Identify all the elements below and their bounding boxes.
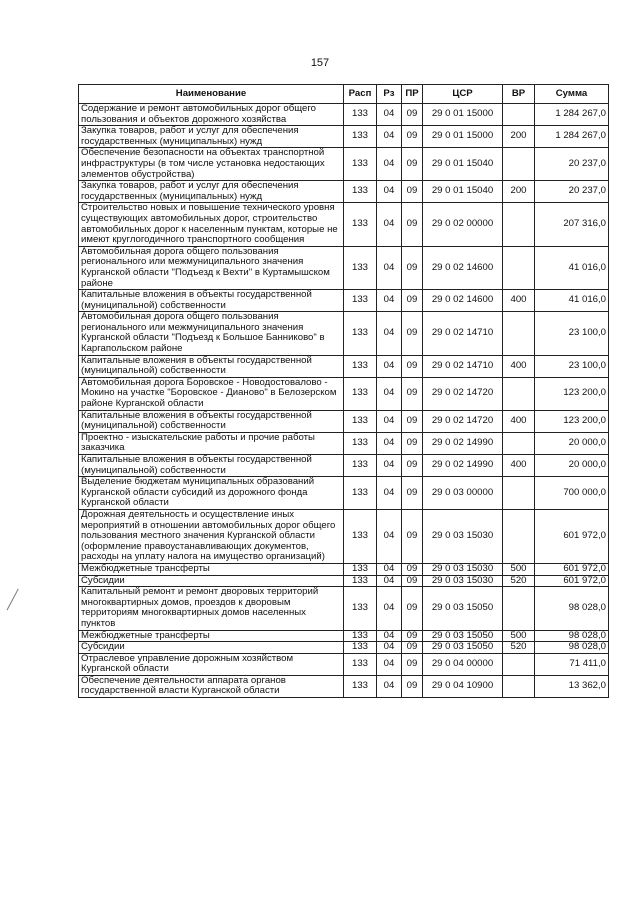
cell-rz: 04 xyxy=(377,410,402,432)
budget-table xyxy=(78,84,609,698)
cell-vr: 500 xyxy=(503,563,535,575)
cell-rasp: 133 xyxy=(344,355,377,377)
cell-rz: 04 xyxy=(377,377,402,410)
cell-rasp: 133 xyxy=(344,575,377,587)
cell-rasp: 133 xyxy=(344,587,377,630)
cell-rz: 04 xyxy=(377,181,402,203)
cell-csr: 29 0 02 14990 xyxy=(423,432,503,454)
cell-rz: 04 xyxy=(377,246,402,289)
cell-sum: 98 028,0 xyxy=(535,630,609,642)
table-row xyxy=(79,575,609,587)
table-row xyxy=(79,126,609,148)
cell-name: Выделение бюджетам муниципальных образований Курганской области субсидий из дорожного фонда Курганской области xyxy=(79,477,344,510)
cell-csr: 29 0 03 15050 xyxy=(423,630,503,642)
cell-rasp: 133 xyxy=(344,312,377,355)
table-row xyxy=(79,312,609,355)
cell-sum: 601 972,0 xyxy=(535,563,609,575)
cell-sum: 41 016,0 xyxy=(535,246,609,289)
cell-pr: 09 xyxy=(402,355,423,377)
table-row xyxy=(79,587,609,630)
cell-csr: 29 0 03 15030 xyxy=(423,563,503,575)
cell-csr: 29 0 03 15050 xyxy=(423,642,503,654)
cell-sum: 20 000,0 xyxy=(535,432,609,454)
cell-sum: 700 000,0 xyxy=(535,477,609,510)
cell-vr: 400 xyxy=(503,410,535,432)
cell-sum: 1 284 267,0 xyxy=(535,126,609,148)
cell-vr xyxy=(503,432,535,454)
cell-name: Межбюджетные трансферты xyxy=(79,563,344,575)
cell-vr xyxy=(503,148,535,181)
cell-vr: 400 xyxy=(503,355,535,377)
cell-vr xyxy=(503,312,535,355)
cell-csr: 29 0 01 15040 xyxy=(423,148,503,181)
header-rasp: Расп xyxy=(344,85,377,104)
cell-rz: 04 xyxy=(377,290,402,312)
cell-rasp: 133 xyxy=(344,104,377,126)
cell-sum: 601 972,0 xyxy=(535,575,609,587)
cell-vr: 400 xyxy=(503,290,535,312)
cell-vr: 500 xyxy=(503,630,535,642)
cell-csr: 29 0 02 14600 xyxy=(423,290,503,312)
cell-vr xyxy=(503,653,535,675)
cell-sum: 71 411,0 xyxy=(535,653,609,675)
cell-rasp: 133 xyxy=(344,630,377,642)
cell-pr: 09 xyxy=(402,126,423,148)
table-row xyxy=(79,675,609,697)
cell-name: Автомобильная дорога Боровское - Новодостовалово - Мокино на участке "Боровское - Дианово" в Белозерском районе Курганской области xyxy=(79,377,344,410)
cell-pr: 09 xyxy=(402,377,423,410)
cell-name: Дорожная деятельность и осуществление иных мероприятий в отношении автомобильных дорог общего пользования местного значения Курганской области (оформление правоустанавливающих документов, расходы на уплату налога на имущество организаций) xyxy=(79,509,344,563)
cell-rasp: 133 xyxy=(344,126,377,148)
cell-pr: 09 xyxy=(402,104,423,126)
cell-sum: 601 972,0 xyxy=(535,509,609,563)
cell-sum: 20 000,0 xyxy=(535,455,609,477)
cell-name: Субсидии xyxy=(79,642,344,654)
cell-rasp: 133 xyxy=(344,509,377,563)
cell-rz: 04 xyxy=(377,432,402,454)
cell-pr: 09 xyxy=(402,575,423,587)
cell-pr: 09 xyxy=(402,290,423,312)
cell-rz: 04 xyxy=(377,630,402,642)
cell-pr: 09 xyxy=(402,148,423,181)
cell-sum: 13 362,0 xyxy=(535,675,609,697)
cell-pr: 09 xyxy=(402,203,423,246)
cell-sum: 23 100,0 xyxy=(535,312,609,355)
cell-name: Строительство новых и повышение технического уровня существующих автомобильных дорог, строительство автомобильных дорог к населенным пунктам, которые не имеют круглогодичного транспортного сообщения xyxy=(79,203,344,246)
table-row xyxy=(79,377,609,410)
table-row xyxy=(79,630,609,642)
cell-csr: 29 0 02 00000 xyxy=(423,203,503,246)
cell-pr: 09 xyxy=(402,630,423,642)
cell-name: Капитальные вложения в объекты государственной (муниципальной) собственности xyxy=(79,290,344,312)
page-number: 157 xyxy=(310,57,330,69)
cell-csr: 29 0 02 14990 xyxy=(423,455,503,477)
cell-name: Капитальные вложения в объекты государственной (муниципальной) собственности xyxy=(79,455,344,477)
cell-rz: 04 xyxy=(377,563,402,575)
cell-pr: 09 xyxy=(402,642,423,654)
cell-vr xyxy=(503,203,535,246)
cell-sum: 20 237,0 xyxy=(535,181,609,203)
cell-csr: 29 0 01 15000 xyxy=(423,126,503,148)
cell-pr: 09 xyxy=(402,455,423,477)
table-row xyxy=(79,203,609,246)
cell-name: Субсидии xyxy=(79,575,344,587)
cell-rasp: 133 xyxy=(344,290,377,312)
cell-csr: 29 0 04 10900 xyxy=(423,675,503,697)
cell-name: Содержание и ремонт автомобильных дорог общего пользования и объектов дорожного хозяйства xyxy=(79,104,344,126)
cell-vr xyxy=(503,587,535,630)
cell-pr: 09 xyxy=(402,563,423,575)
cell-name: Закупка товаров, работ и услуг для обеспечения государственных (муниципальных) нужд xyxy=(79,181,344,203)
cell-vr xyxy=(503,246,535,289)
header-rz: Рз xyxy=(377,85,402,104)
table-row xyxy=(79,455,609,477)
margin-mark xyxy=(7,589,21,612)
cell-name: Отраслевое управление дорожным хозяйством Курганской области xyxy=(79,653,344,675)
cell-pr: 09 xyxy=(402,432,423,454)
table-row xyxy=(79,410,609,432)
cell-csr: 29 0 01 15000 xyxy=(423,104,503,126)
cell-rasp: 133 xyxy=(344,653,377,675)
table-header-row xyxy=(79,85,609,104)
table-body xyxy=(79,104,609,698)
cell-rz: 04 xyxy=(377,455,402,477)
cell-csr: 29 0 02 14600 xyxy=(423,246,503,289)
cell-pr: 09 xyxy=(402,312,423,355)
table-row xyxy=(79,290,609,312)
table-row xyxy=(79,181,609,203)
table-row xyxy=(79,104,609,126)
cell-vr: 520 xyxy=(503,642,535,654)
cell-csr: 29 0 03 15030 xyxy=(423,509,503,563)
cell-rasp: 133 xyxy=(344,642,377,654)
cell-rasp: 133 xyxy=(344,432,377,454)
cell-pr: 09 xyxy=(402,181,423,203)
header-vr: ВР xyxy=(503,85,535,104)
cell-rasp: 133 xyxy=(344,410,377,432)
cell-sum: 123 200,0 xyxy=(535,410,609,432)
cell-rasp: 133 xyxy=(344,455,377,477)
cell-pr: 09 xyxy=(402,410,423,432)
cell-pr: 09 xyxy=(402,477,423,510)
cell-vr xyxy=(503,104,535,126)
cell-name: Межбюджетные трансферты xyxy=(79,630,344,642)
cell-name: Капитальный ремонт и ремонт дворовых территорий многоквартирных домов, проездов к дворовым территориям многоквартирных домов населенных пунктов xyxy=(79,587,344,630)
cell-name: Автомобильная дорога общего пользования регионального или межмуниципального значения Курганской области "Подъезд к Вехти" в Куртамышском районе xyxy=(79,246,344,289)
cell-rz: 04 xyxy=(377,104,402,126)
cell-csr: 29 0 02 14720 xyxy=(423,377,503,410)
table-row xyxy=(79,355,609,377)
table-row xyxy=(79,642,609,654)
cell-sum: 20 237,0 xyxy=(535,148,609,181)
cell-rasp: 133 xyxy=(344,377,377,410)
cell-name: Обеспечение деятельности аппарата органов государственной власти Курганской области xyxy=(79,675,344,697)
table-row xyxy=(79,563,609,575)
cell-rasp: 133 xyxy=(344,477,377,510)
cell-pr: 09 xyxy=(402,509,423,563)
cell-vr: 520 xyxy=(503,575,535,587)
cell-sum: 98 028,0 xyxy=(535,587,609,630)
cell-csr: 29 0 02 14720 xyxy=(423,410,503,432)
cell-rasp: 133 xyxy=(344,246,377,289)
cell-pr: 09 xyxy=(402,246,423,289)
cell-vr: 200 xyxy=(503,181,535,203)
table-row xyxy=(79,477,609,510)
cell-pr: 09 xyxy=(402,587,423,630)
table-row xyxy=(79,653,609,675)
cell-rasp: 133 xyxy=(344,675,377,697)
table-row xyxy=(79,246,609,289)
cell-rasp: 133 xyxy=(344,148,377,181)
cell-vr: 200 xyxy=(503,126,535,148)
cell-sum: 41 016,0 xyxy=(535,290,609,312)
cell-vr xyxy=(503,509,535,563)
cell-vr xyxy=(503,377,535,410)
cell-pr: 09 xyxy=(402,653,423,675)
cell-csr: 29 0 03 00000 xyxy=(423,477,503,510)
cell-rz: 04 xyxy=(377,575,402,587)
cell-sum: 1 284 267,0 xyxy=(535,104,609,126)
cell-name: Автомобильная дорога общего пользования регионального или межмуниципального значения Курганской области "Подъезд к Большое Банниково" в Каргапольском районе xyxy=(79,312,344,355)
cell-rz: 04 xyxy=(377,312,402,355)
header-sum: Сумма xyxy=(535,85,609,104)
cell-vr xyxy=(503,477,535,510)
cell-vr xyxy=(503,675,535,697)
cell-rz: 04 xyxy=(377,642,402,654)
cell-csr: 29 0 04 00000 xyxy=(423,653,503,675)
cell-csr: 29 0 02 14710 xyxy=(423,355,503,377)
cell-csr: 29 0 03 15050 xyxy=(423,587,503,630)
cell-rz: 04 xyxy=(377,148,402,181)
cell-rz: 04 xyxy=(377,203,402,246)
cell-rz: 04 xyxy=(377,653,402,675)
cell-rz: 04 xyxy=(377,675,402,697)
cell-sum: 207 316,0 xyxy=(535,203,609,246)
cell-name: Закупка товаров, работ и услуг для обеспечения государственных (муниципальных) нужд xyxy=(79,126,344,148)
header-name: Наименование xyxy=(79,85,344,104)
table-row xyxy=(79,509,609,563)
cell-csr: 29 0 02 14710 xyxy=(423,312,503,355)
cell-vr: 400 xyxy=(503,455,535,477)
cell-name: Капитальные вложения в объекты государственной (муниципальной) собственности xyxy=(79,410,344,432)
cell-name: Проектно - изыскательские работы и прочие работы заказчика xyxy=(79,432,344,454)
cell-rz: 04 xyxy=(377,477,402,510)
cell-rasp: 133 xyxy=(344,563,377,575)
cell-sum: 123 200,0 xyxy=(535,377,609,410)
cell-csr: 29 0 01 15040 xyxy=(423,181,503,203)
cell-rz: 04 xyxy=(377,509,402,563)
cell-name: Капитальные вложения в объекты государственной (муниципальной) собственности xyxy=(79,355,344,377)
table-row xyxy=(79,148,609,181)
cell-csr: 29 0 03 15030 xyxy=(423,575,503,587)
cell-rz: 04 xyxy=(377,126,402,148)
cell-rasp: 133 xyxy=(344,181,377,203)
header-pr: ПР xyxy=(402,85,423,104)
header-csr: ЦСР xyxy=(423,85,503,104)
cell-rz: 04 xyxy=(377,355,402,377)
cell-sum: 23 100,0 xyxy=(535,355,609,377)
cell-rasp: 133 xyxy=(344,203,377,246)
cell-sum: 98 028,0 xyxy=(535,642,609,654)
cell-pr: 09 xyxy=(402,675,423,697)
cell-name: Обеспечение безопасности на объектах транспортной инфраструктуры (в том числе установка недостающих элементов обустройства) xyxy=(79,148,344,181)
cell-rz: 04 xyxy=(377,587,402,630)
table-row xyxy=(79,432,609,454)
